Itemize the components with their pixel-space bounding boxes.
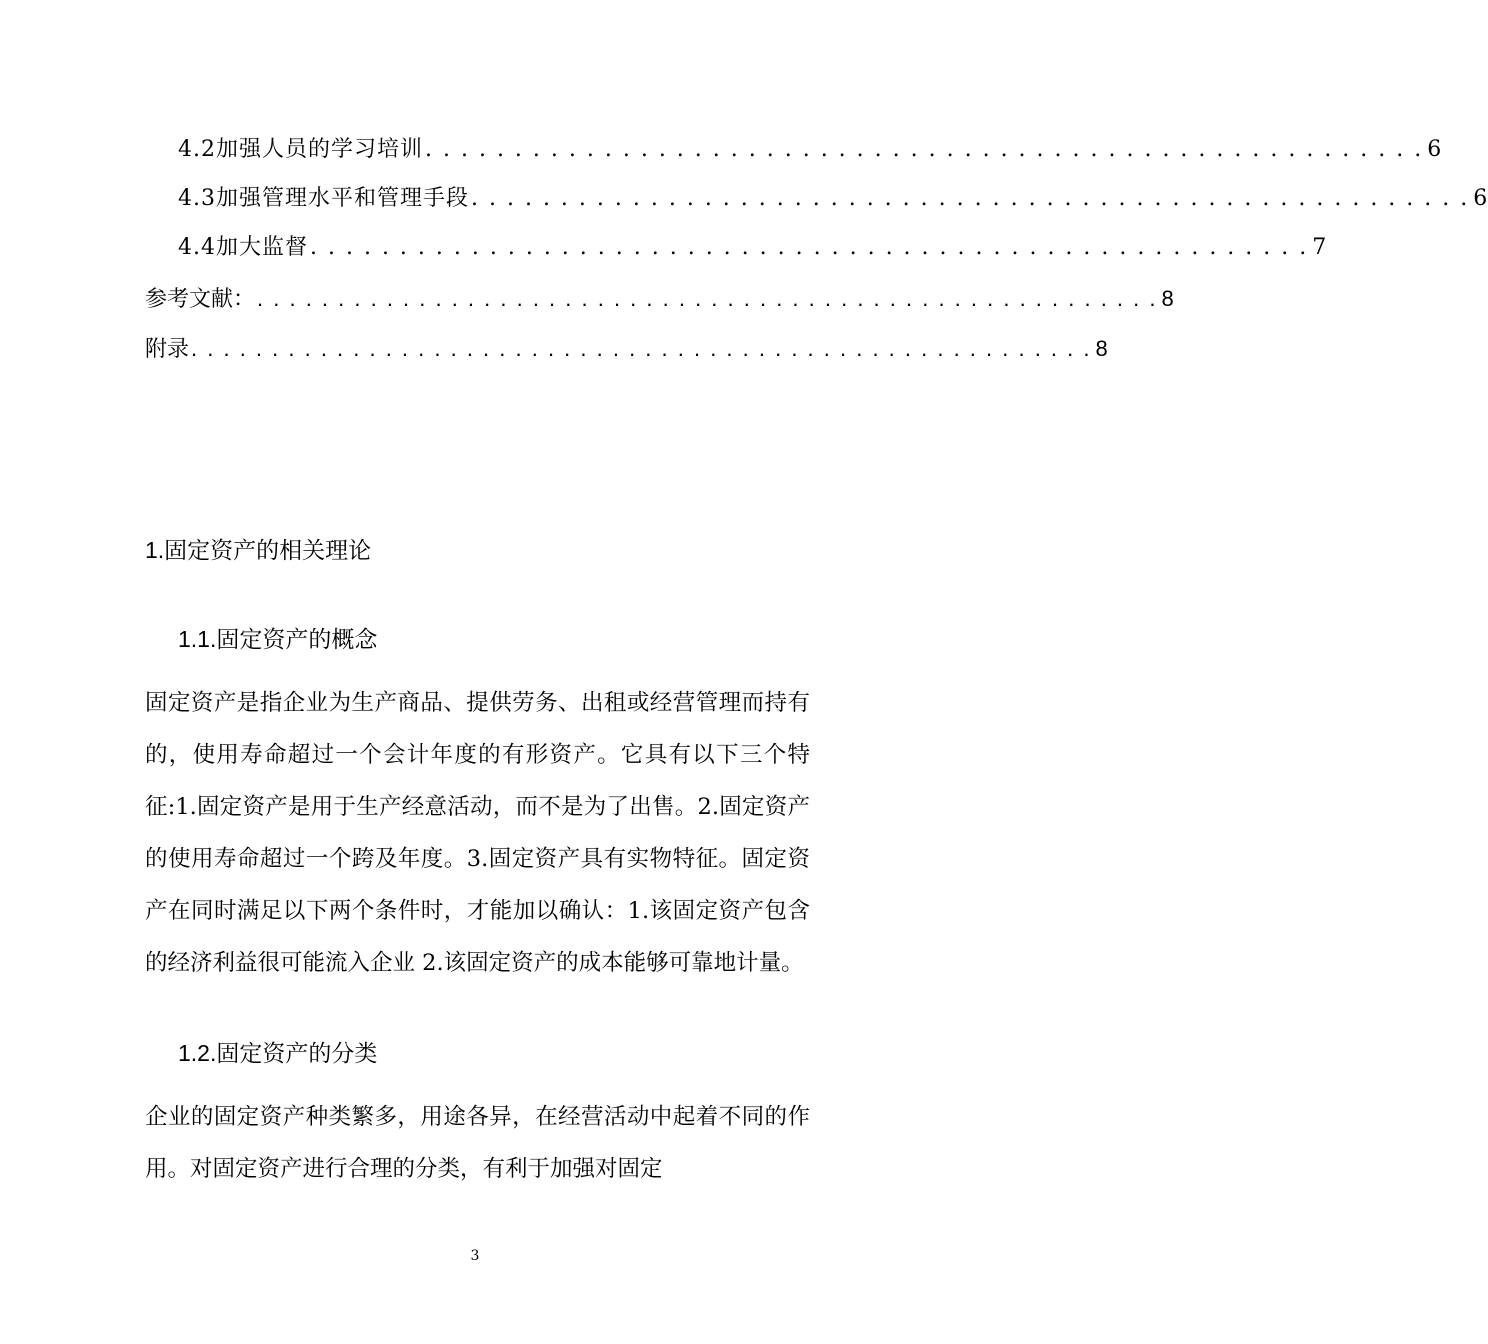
toc-entry-label: 4.3加强管理水平和管理手段 [178, 186, 469, 211]
toc-page-number: 7 [1312, 235, 1328, 260]
toc-dot-leader: . . . . . . . . . . . . . . . . . . . . . . . . . . . . . . . . . . . . . . . . . . . . . . . . . . . . . . . . [425, 137, 1424, 162]
page-number: 3 [470, 1248, 480, 1264]
toc-entry-label: 4.4加大监督 [178, 235, 308, 260]
toc-page-number: 8 [1161, 286, 1174, 311]
toc-entry-label: 附录 [145, 336, 190, 361]
toc-page-number: 6 [1427, 137, 1443, 162]
subsection-heading: 1.2.固定资产的分类 [178, 1040, 378, 1066]
toc-entry[interactable] [178, 133, 1443, 167]
toc-dot-leader: . . . . . . . . . . . . . . . . . . . . . . . . . . . . . . . . . . . . . . . . . . . . . . . . . . . . . . . . [471, 186, 1470, 211]
toc-entry[interactable] [145, 332, 1108, 366]
toc-dot-leader: . . . . . . . . . . . . . . . . . . . . . . . . . . . . . . . . . . . . . . . . . . . . . . . . . . . . . . . . [310, 235, 1309, 260]
toc-page-number: 6 [1473, 186, 1488, 211]
toc-entry[interactable] [178, 182, 1488, 216]
toc-entry-label: 参考文献： [145, 286, 256, 311]
toc-page-number: 8 [1095, 336, 1108, 361]
toc-dot-leader: . . . . . . . . . . . . . . . . . . . . . . . . . . . . . . . . . . . . . . . . . . . . . . . . . . . . . . . . [191, 336, 1092, 361]
toc-entry[interactable] [178, 231, 1328, 265]
body-paragraph: 企业的固定资产种类繁多，用途各异，在经营活动中起着不同的作用。对固定资产进行合理的分类，有利于加强对固定 [145, 1104, 810, 1182]
section-heading: 1.固定资产的相关理论 [145, 537, 372, 563]
toc-entry[interactable] [145, 282, 1174, 316]
toc-dot-leader: . . . . . . . . . . . . . . . . . . . . . . . . . . . . . . . . . . . . . . . . . . . . . . . . . . . . . . . . [257, 286, 1158, 311]
subsection-heading: 1.1.固定资产的概念 [178, 626, 378, 652]
toc-entry-label: 4.2加强人员的学习培训 [178, 137, 423, 162]
body-paragraph: 固定资产是指企业为生产商品、提供劳务、出租或经营管理而持有的，使用寿命超过一个会计年度的有形资产。它具有以下三个特征:1.固定资产是用于生产经意活动，而不是为了出售。2.固定资产的使用寿命超过一个跨及年度。3.固定资产具有实物特征。固定资产在同时满足以下两个条件时，才能加以确认：1.该固定资产包含的经济利益很可能流入企业 2.该固定资产的成本能够可靠地计量。 [145, 690, 810, 976]
